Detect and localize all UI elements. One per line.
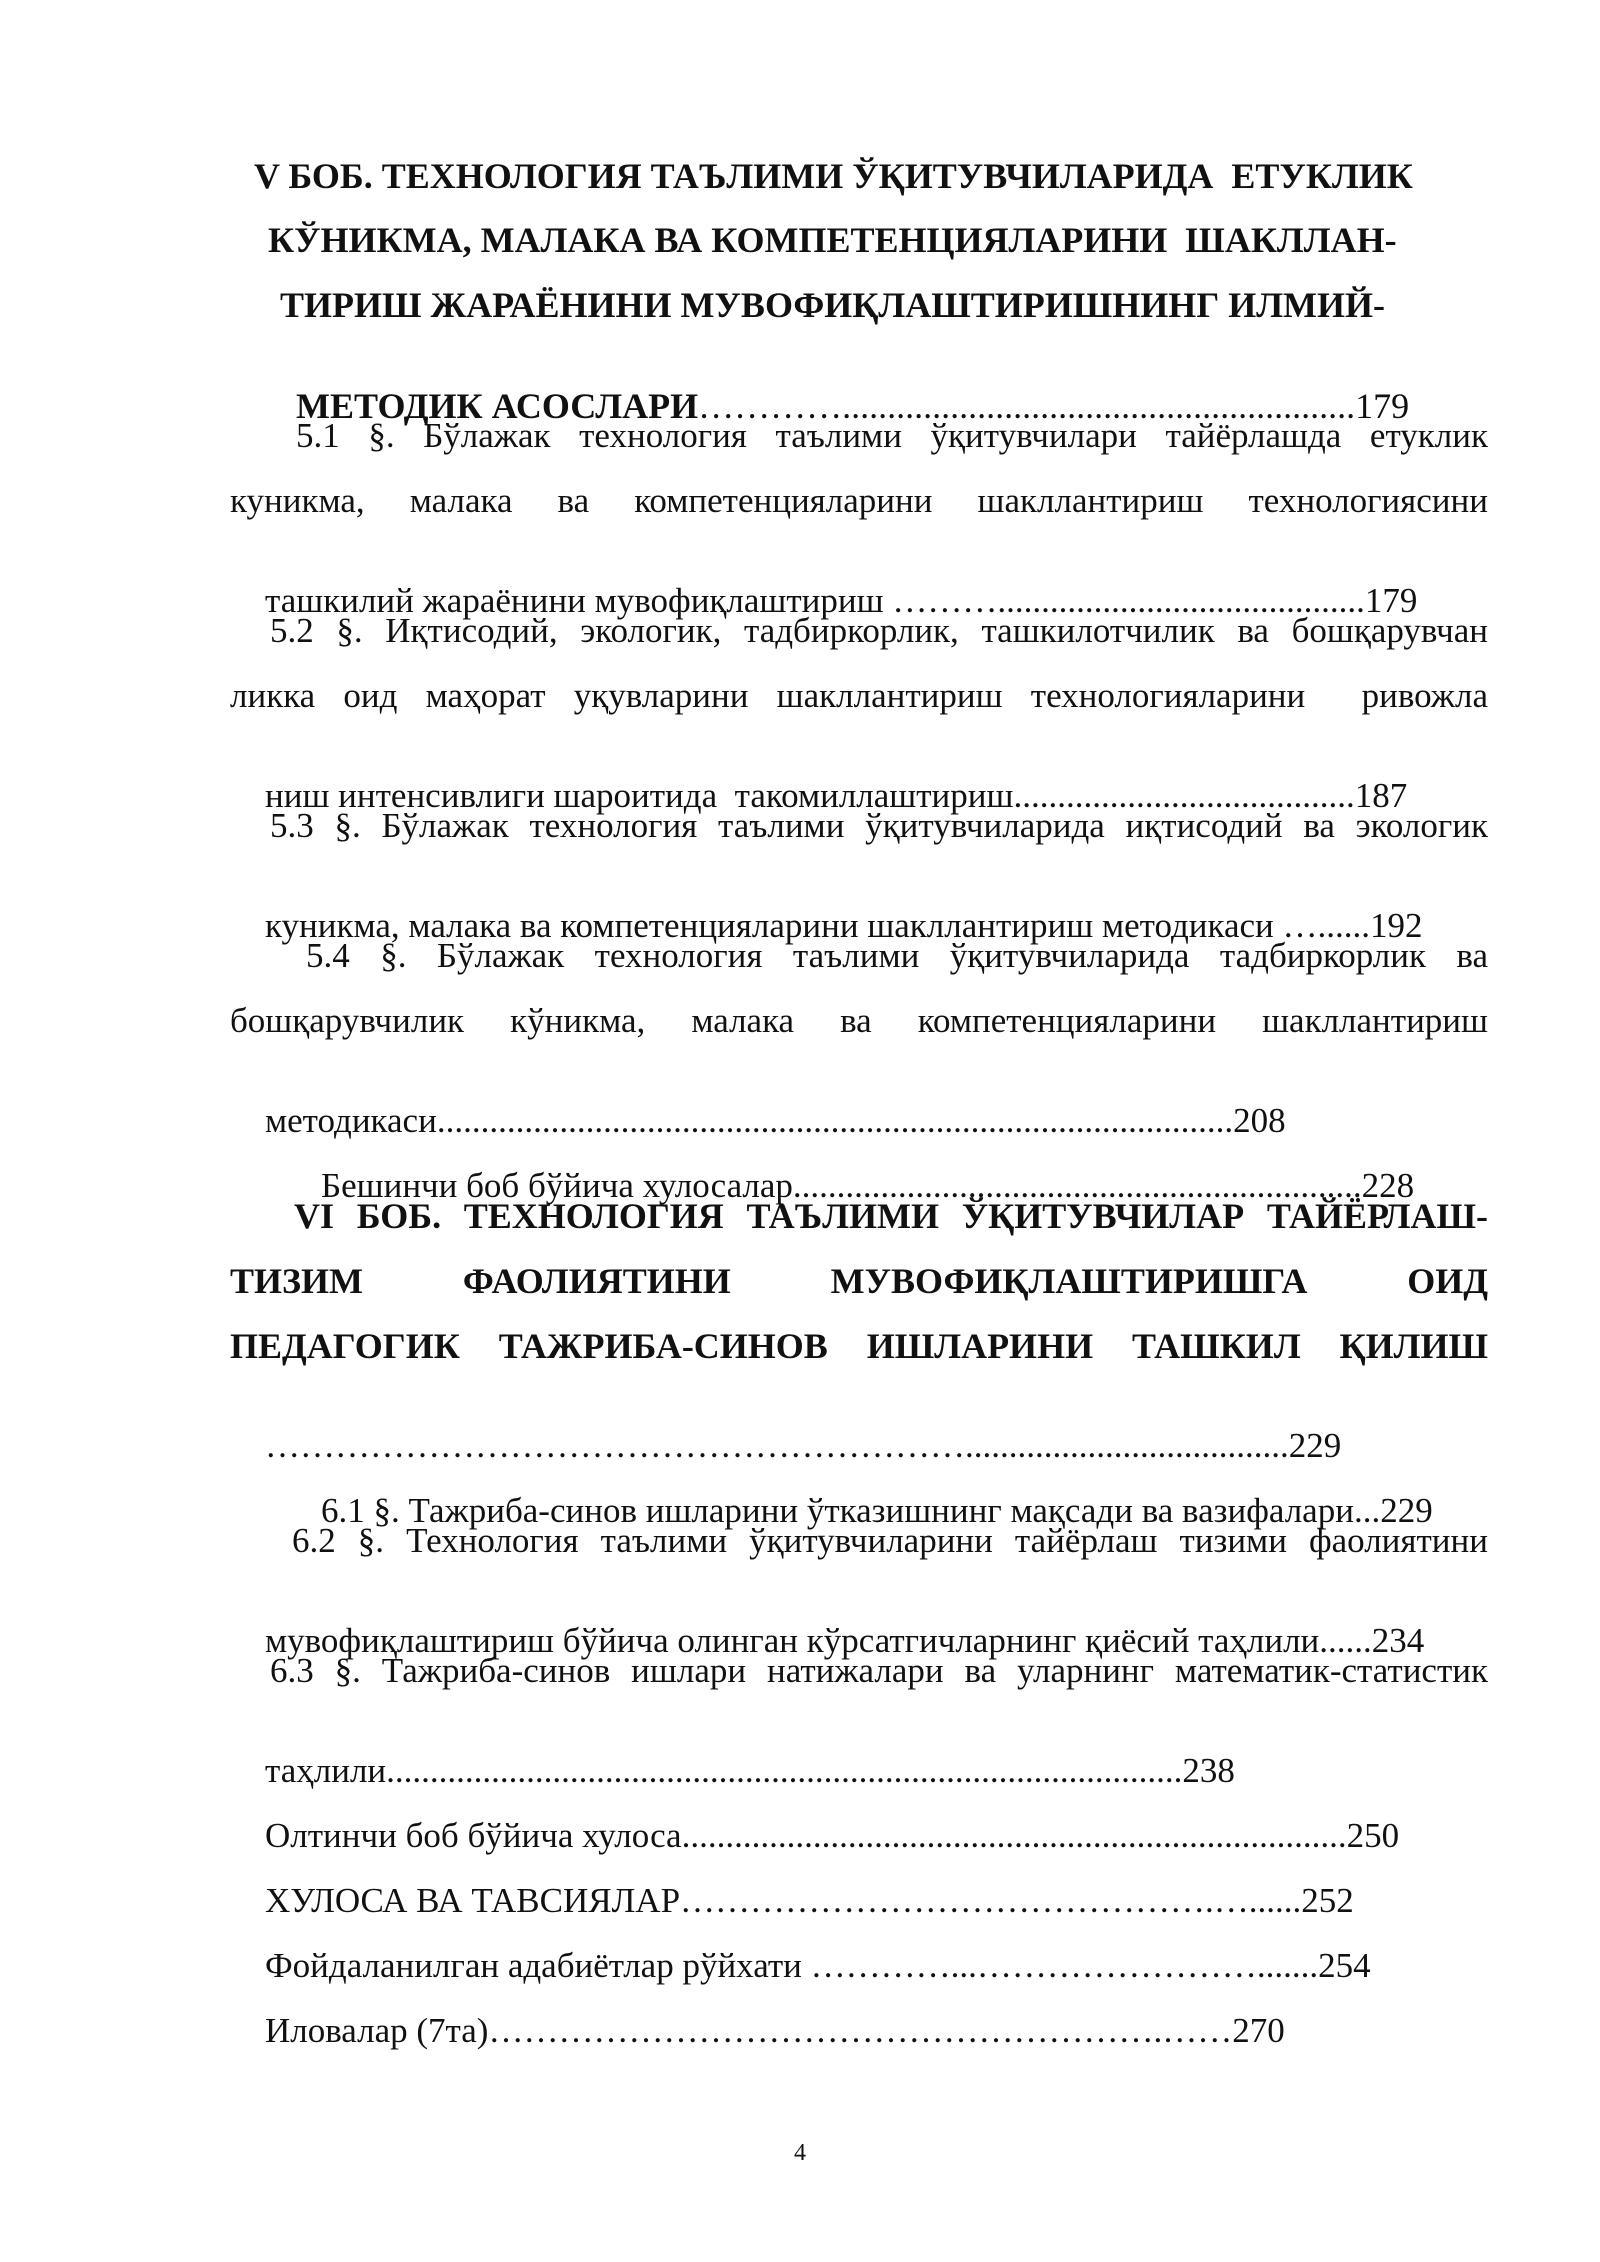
- chapter6-title-line: ТИЗИМ ФАОЛИЯТИНИ МУВОФИҚЛАШТИРИШГА ОИД: [230, 1261, 1488, 1301]
- toc-page-number: 229: [1288, 1426, 1342, 1465]
- toc-leader-dots: …………………………………………………….....................................: [265, 1426, 1289, 1465]
- toc-page-number: 187: [1354, 776, 1408, 815]
- toc-entry-text: мувофиқлаштириш бўйича олинган кўрсатгичларнинг қиёсий таҳлили......: [265, 1621, 1372, 1660]
- toc-entry-text: Бешинчи боб бўйича хулосалар.................................................................: [321, 1166, 1362, 1205]
- toc-page-number: 270: [1232, 2011, 1285, 2050]
- page-number: 4: [794, 2140, 806, 2166]
- toc-page-number: 229: [1380, 1491, 1433, 1530]
- toc-page-number: 179: [1364, 581, 1418, 620]
- toc-page-number: 234: [1371, 1621, 1425, 1660]
- toc-entry-appendices: [230, 1978, 1285, 2083]
- toc-entry-text: Иловалар (7та)………………………………………………….……: [265, 2011, 1233, 2050]
- chapter5-title-line: V БОБ. ТЕХНОЛОГИЯ ТАЪЛИМИ ЎҚИТУВЧИЛАРИДА ЕТУКЛИК: [254, 156, 1413, 196]
- toc-entry-5-3-line: 5.3 §. Бўлажак технология таълими ўқитувчиларида иқтисодий ва экологик: [270, 806, 1488, 845]
- toc-entry-5-2-line: ликка оид маҳорат уқувларини шакллантириш технологияларини ривожла: [230, 676, 1488, 715]
- toc-entry-text: ниш интенсивлиги шароитида такомиллаштириш.......................................: [265, 776, 1355, 815]
- toc-leader-dots: ………….........................................................: [698, 386, 1356, 426]
- chapter5-title-tail: МЕТОДИК АСОСЛАРИ: [296, 386, 699, 426]
- toc-entry-text: таҳлили...........................................................................................: [265, 1751, 1183, 1790]
- toc-entry-5-2-line: 5.2 §. Иқтисодий, экологик, тадбиркорлик, ташкилотчилик ва бошқарувчан: [270, 611, 1488, 650]
- chapter5-title-line: ТИРИШ ЖАРАЁНИНИ МУВОФИҚЛАШТИРИШНИНГ ИЛМИЙ-: [280, 285, 1386, 325]
- toc-entry-text: Олтинчи боб бўйича хулоса............................................................................: [265, 1816, 1347, 1855]
- chapter6-title-line: VI БОБ. ТЕХНОЛОГИЯ ТАЪЛИМИ ЎҚИТУВЧИЛАР ТАЙЁРЛАШ-: [294, 1196, 1488, 1236]
- toc-entry-text: Фойдаланилган адабиётлар рўйхати …………...…………………….......: [265, 1946, 1319, 1985]
- toc-entry-text: методикаси...........................................................................................: [265, 1101, 1234, 1140]
- toc-entry-6-3-line: 6.3 §. Тажриба-синов ишлари натижалари ва уларнинг математик-статистик: [270, 1651, 1488, 1690]
- toc-page-number: 254: [1318, 1946, 1371, 1985]
- chapter6-title-line: ПЕДАГОГИК ТАЖРИБА-СИНОВ ИШЛАРИНИ ТАШКИЛ ҚИЛИШ: [230, 1326, 1488, 1366]
- toc-entry-5-1-line: куникма, малака ва компетенцияларини шакллантириш технологиясини: [230, 481, 1488, 520]
- toc-page-number: 192: [1370, 906, 1423, 945]
- toc-entry-5-1-line: 5.1 §. Бўлажак технология таълими ўқитувчилари тайёрлашда етуклик: [296, 416, 1488, 455]
- toc-page-number: 250: [1346, 1816, 1400, 1855]
- chapter5-title-line: КЎНИКМА, МАЛАКА ВА КОМПЕТЕНЦИЯЛАРИНИ ШАКЛЛАН-: [268, 220, 1397, 260]
- toc-entry-text: ташкилий жараёнини мувофиқлаштириш ………..........................................: [265, 581, 1365, 620]
- toc-page-number: 238: [1182, 1751, 1235, 1790]
- toc-entry-5-4-line: 5.4 §. Бўлажак технология таълими ўқитувчиларида тадбиркорлик ва: [306, 936, 1488, 975]
- toc-page-number: 252: [1301, 1881, 1354, 1920]
- toc-page-number: 179: [1355, 386, 1410, 426]
- toc-entry-6-2-line: 6.2 §. Технология таълими ўқитувчиларини тайёрлаш тизими фаолиятини: [292, 1521, 1488, 1560]
- toc-page-number: 228: [1361, 1166, 1415, 1205]
- toc-entry-text: 6.1 §. Тажриба-синов ишларини ўтказишнинг мақсади ва вазифалари...: [321, 1491, 1381, 1530]
- toc-page-number: 208: [1233, 1101, 1286, 1140]
- toc-entry-text: ХУЛОСА ВА ТАВСИЯЛАР……………………………………….…......: [265, 1881, 1302, 1920]
- toc-entry-text: куникма, малака ва компетенцияларини шакллантириш методикаси …......: [265, 906, 1371, 945]
- toc-entry-5-4-line: бошқарувчилик кўникма, малака ва компетенцияларини шакллантириш: [230, 1001, 1488, 1040]
